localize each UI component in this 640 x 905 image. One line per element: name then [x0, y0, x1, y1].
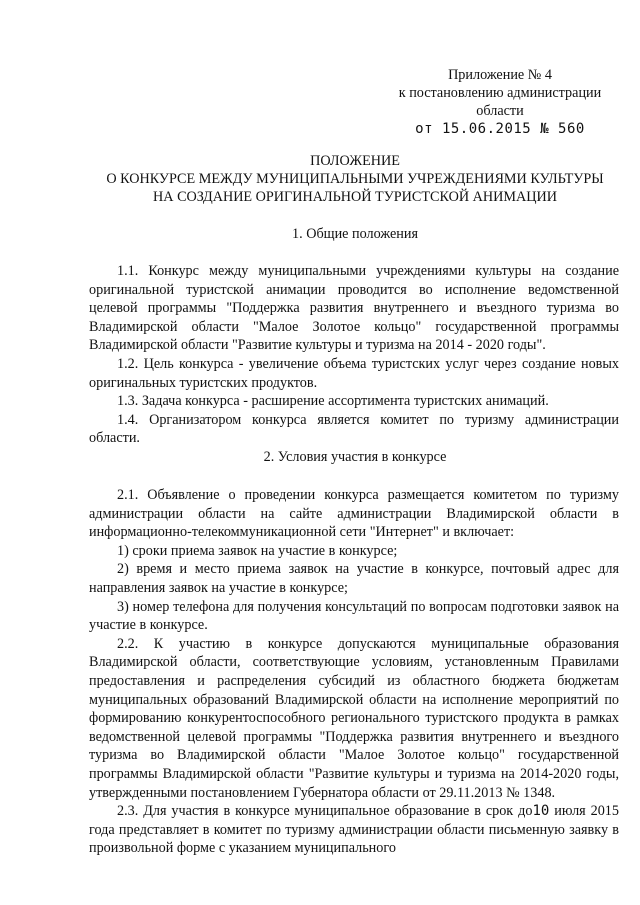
paragraph-1-4: 1.4. Организатором конкурса является комитет по туризму администрации области. — [89, 411, 619, 447]
section-1-heading: 1. Общие положения — [292, 226, 418, 242]
appendix-reference-region: области — [476, 103, 524, 119]
section-2-heading: 2. Условия участия в конкурсе — [263, 449, 447, 465]
title-line-3: НА СОЗДАНИЕ ОРИГИНАЛЬНОЙ ТУРИСТСКОЙ АНИМАЦИИ — [153, 189, 557, 205]
title-line-2: О КОНКУРСЕ МЕЖДУ МУНИЦИПАЛЬНЫМИ УЧРЕЖДЕНИЯМИ КУЛЬТУРЫ — [106, 171, 604, 187]
handwritten-day: 10 — [532, 803, 550, 820]
appendix-date-stamp — [380, 120, 620, 138]
paragraph-2-3-rest: июля 2015 года представляет в комитет по туризму администрации области письменную заявку в произвольной форме с указанием муниципального — [89, 803, 619, 857]
document-title — [70, 152, 640, 206]
paragraph-2-1: 2.1. Объявление о проведении конкурса размещается комитетом по туризму администрации области на сайте администрации Владимирской области в информационно-телекоммуникационной сети "Интернет" и включает: — [89, 487, 619, 541]
appendix-number: Приложение № 4 — [448, 67, 552, 83]
paragraph-2-2: 2.2. К участию в конкурсе допускаются муниципальные образования Владимирской области, соответствующие условиям, установленным Правилами предоставления и распределения субсидий из областного бюджета бюджетам муниципальных образований Владимирской области на исполнение мероприятий по формированию конкурентоспособного регионального туристского продукта в рамках ведомственной целевой программы "Поддержка развития внутреннего и въездного туризма во Владимирской области "Малое Золотое кольцо" государственной программы Владимирской области "Развитие культуры и туризма на 2014-2020 годы, утвержденными постановлением Губернатора области от 29.11.2013 № 1348. — [89, 635, 619, 801]
appendix-block — [380, 66, 620, 138]
resolution-date: 15.06.2015 — [441, 121, 532, 137]
paragraph-2-1-item-2: 2) время и место приема заявок на участие в конкурсе, почтовый адрес для направления заявок на участие в конкурсе; — [89, 561, 619, 596]
paragraph-1-1: 1.1. Конкурс между муниципальными учреждениями культуры на создание оригинальной туристской анимации проводится во исполнение ведомственной целевой программы "Поддержка развития внутреннего и въездного туризма во Владимирской области "Малое Золотое кольцо" государственной программы Владимирской области "Развитие культуры и туризма на 2014 - 2020 годы". — [89, 263, 619, 354]
date-prefix: от — [415, 121, 433, 137]
appendix-reference: к постановлению администрации — [398, 85, 602, 101]
paragraph-2-1-item-1: 1) сроки приема заявок на участие в конкурсе; — [117, 542, 398, 559]
section-2-body — [89, 486, 619, 858]
paragraph-1-3: 1.3. Задача конкурса - расширение ассортимента туристских анимаций. — [117, 393, 549, 410]
resolution-number: 560 — [558, 121, 585, 137]
paragraph-1-2: 1.2. Цель конкурса - увеличение объема туристских услуг через создание новых оригинальных туристских продуктов. — [89, 355, 619, 391]
section-1-body — [89, 262, 619, 448]
title-line-1: ПОЛОЖЕНИЕ — [310, 153, 400, 169]
paragraph-2-1-item-3: 3) номер телефона для получения консультаций по вопросам подготовки заявок на участие в конкурсе. — [89, 598, 619, 634]
paragraph-2-3 — [89, 802, 619, 858]
number-sign: № — [540, 121, 550, 137]
paragraph-2-3-start: 2.3. Для участия в конкурсе муниципальное образование в срок до — [117, 803, 533, 820]
